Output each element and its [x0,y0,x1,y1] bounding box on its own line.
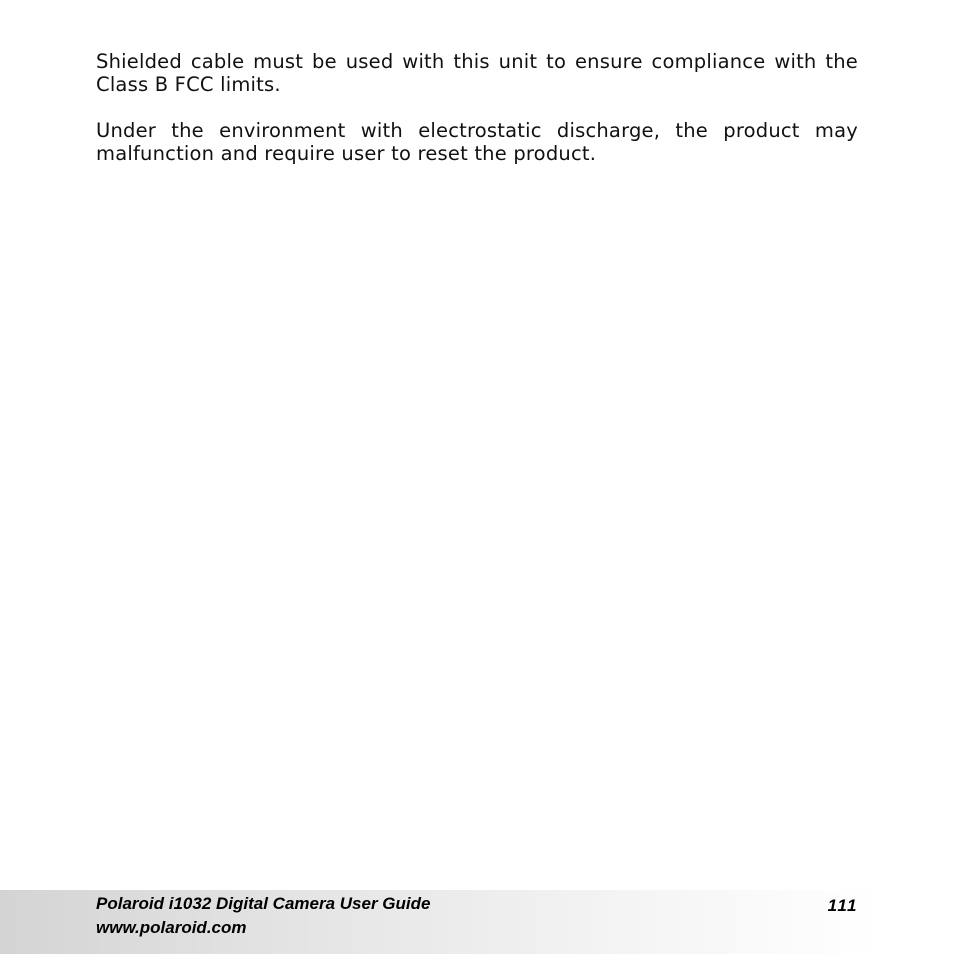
page-footer [0,890,954,954]
paragraph-shielded-cable: Shielded cable must be used with this unit to ensure compliance with the Class B FCC limits. [96,50,858,96]
paragraph-electrostatic-discharge: Under the environment with electrostatic discharge, the product may malfunction and require user to reset the product. [96,119,858,165]
footer-website-url: www.polaroid.com [96,918,247,937]
page-number: 111 [827,896,858,915]
footer-guide-title: Polaroid i1032 Digital Camera User Guide [96,894,431,913]
body-text [96,50,858,188]
